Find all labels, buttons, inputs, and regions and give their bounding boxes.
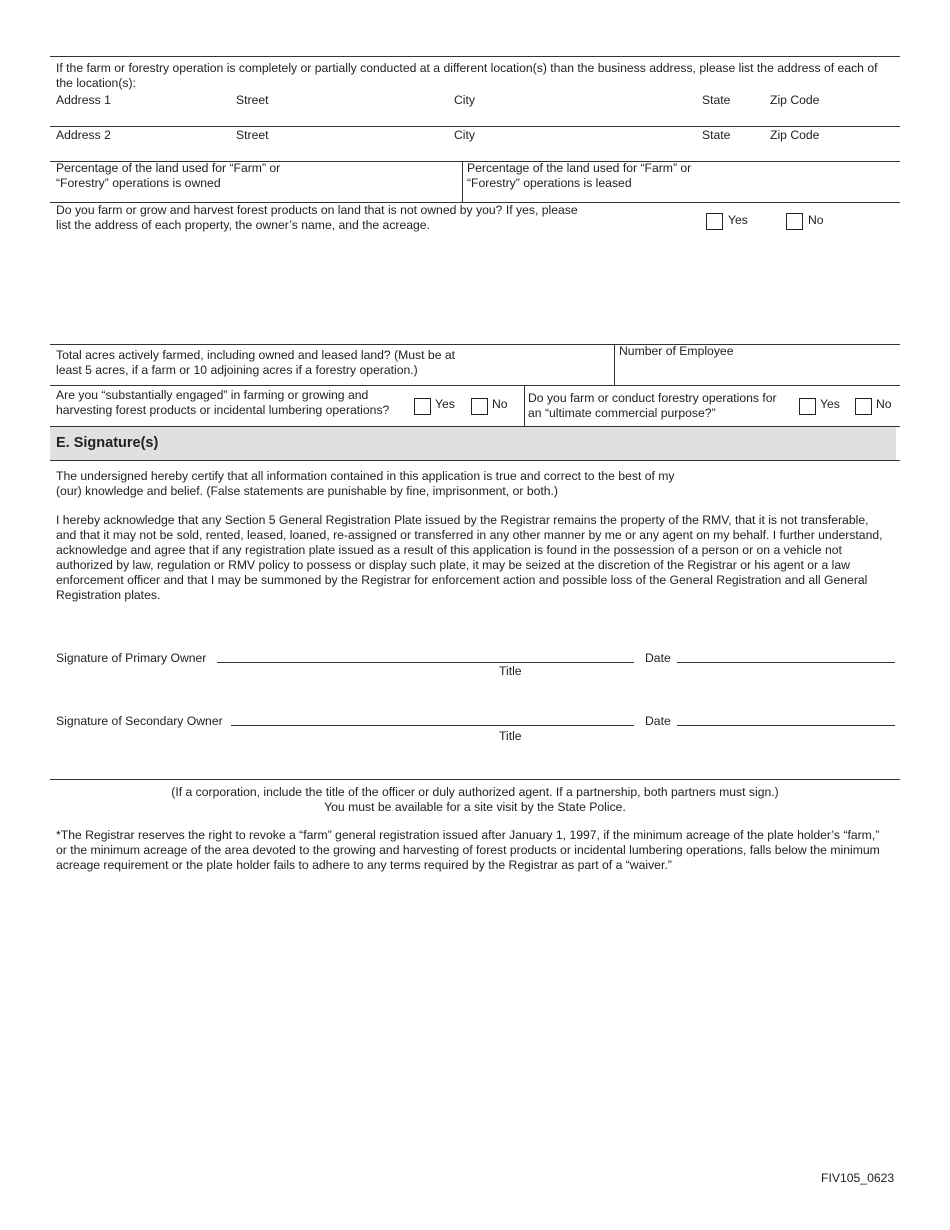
secondary-owner-date-line[interactable] <box>677 725 895 726</box>
address-1-rule <box>50 126 900 127</box>
address-1-state-label: State <box>702 93 731 107</box>
address-2-street-label: Street <box>236 128 269 142</box>
primary-owner-date-label: Date <box>645 651 671 665</box>
not-owned-question-2: list the address of each property, the owner’s name, and the acreage. <box>56 218 430 232</box>
acres-divider <box>614 344 615 385</box>
engaged-question-1: Are you “substantially engaged” in farming or growing and <box>56 388 369 402</box>
acres-top-rule <box>50 344 900 345</box>
commercial-no-label: No <box>876 397 892 411</box>
engaged-no-checkbox[interactable] <box>471 398 488 415</box>
commercial-question-2: an “ultimate commercial purpose?” <box>528 406 716 420</box>
section-header-rule <box>50 460 900 461</box>
secondary-owner-signature-line[interactable] <box>231 725 634 726</box>
not-owned-details-area[interactable] <box>50 236 900 342</box>
registrar-note: *The Registrar reserves the right to revoke a “farm” general registration issued after January 1, 1997, if the minimum acreage of the plate holder’s “farm,” or the minimum acreage of the area devoted to the growing and harvesting of forest products or incidental lumbering operations, falls below the minimum acreage requirement or the plate holder fails to adhere to any terms required by the Registrar as part of a “waiver.” <box>56 828 880 872</box>
not-owned-yes-label: Yes <box>728 213 748 227</box>
address-1-street-label: Street <box>236 93 269 107</box>
address-2-label: Address 2 <box>56 128 111 142</box>
commercial-yes-label: Yes <box>820 397 840 411</box>
owned-percentage-label-2: “Forestry” operations is owned <box>56 176 221 190</box>
address-2-state-label: State <box>702 128 731 142</box>
primary-owner-signature-line[interactable] <box>217 662 634 663</box>
certify-text-2: (our) knowledge and belief. (False statements are punishable by fine, imprisonment, or both.) <box>56 484 558 498</box>
commercial-no-checkbox[interactable] <box>855 398 872 415</box>
number-of-employee-field[interactable]: Number of Employee <box>619 344 734 358</box>
signature-section-header <box>50 427 896 460</box>
address-1-city-label: City <box>454 93 475 107</box>
address-2-city-label: City <box>454 128 475 142</box>
engaged-yes-checkbox[interactable] <box>414 398 431 415</box>
locations-intro: If the farm or forestry operation is completely or partially conducted at a different location(s) than the business address, please list the address of each of the location(s): <box>56 61 878 90</box>
secondary-owner-date-label: Date <box>645 714 671 728</box>
corporation-note: (If a corporation, include the title of the officer or duly authorized agent. If a partnership, both partners must sign.) <box>171 785 779 799</box>
primary-owner-signature-label: Signature of Primary Owner <box>56 651 207 665</box>
engaged-no-label: No <box>492 397 508 411</box>
signature-section-title: E. Signature(s) <box>56 435 159 451</box>
secondary-owner-signature-label: Signature of Secondary Owner <box>56 714 223 728</box>
acknowledge-text: I hereby acknowledge that any Section 5 General Registration Plate issued by the Registrar remains the property of the RMV, that it is not transferable, and that it may not be sold, rented, leased, loaned, re-assigned or transferred in any other manner by me or any agent on my behalf. I further understand, acknowledge and agree that if any registration plate issued as a result of this application is found in the possession of a person or on a vehicle not authorized by law, regulation or RMV policy to possess or display such plate, it may be seized at the discretion of the Registrar or his agent or a law enforcement officer and that I may be summoned by the Registrar for enforcement action and possible loss of the General Registration and all General Registration plates. <box>56 513 883 602</box>
address-1-label: Address 1 <box>56 93 111 107</box>
commercial-yes-checkbox[interactable] <box>799 398 816 415</box>
ownership-divider <box>462 161 463 202</box>
top-rule <box>50 56 900 57</box>
secondary-owner-title-label: Title <box>499 729 522 743</box>
address-1-zip-label: Zip Code <box>770 93 820 107</box>
leased-percentage-label-2: “Forestry” operations is leased <box>467 176 632 190</box>
not-owned-no-checkbox[interactable] <box>786 213 803 230</box>
engaged-question-2: harvesting forest products or incidental lumbering operations? <box>56 403 390 417</box>
engaged-yes-label: Yes <box>435 397 455 411</box>
not-owned-no-label: No <box>808 213 824 227</box>
site-visit-note: You must be available for a site visit by the State Police. <box>324 800 626 814</box>
engaged-divider <box>524 385 525 426</box>
footer-rule <box>50 779 900 780</box>
commercial-question-1: Do you farm or conduct forestry operations for <box>528 391 777 405</box>
total-acres-label-1: Total acres actively farmed, including owned and leased land? (Must be at <box>56 348 456 362</box>
total-acres-label-2: least 5 acres, if a farm or 10 adjoining acres if a forestry operation.) <box>56 363 418 377</box>
primary-owner-title-label: Title <box>499 664 522 678</box>
leased-percentage-label-1: Percentage of the land used for “Farm” or <box>467 161 692 175</box>
owned-percentage-label-1: Percentage of the land used for “Farm” or <box>56 161 281 175</box>
certify-text-1: The undersigned hereby certify that all information contained in this application is true and correct to the best of my <box>56 469 675 483</box>
acres-bottom-rule <box>50 385 900 386</box>
form-id: FIV105_0623 <box>821 1171 895 1185</box>
not-owned-yes-checkbox[interactable] <box>706 213 723 230</box>
not-owned-question-1: Do you farm or grow and harvest forest products on land that is not owned by you? If yes, please <box>56 203 578 217</box>
address-2-zip-label: Zip Code <box>770 128 820 142</box>
primary-owner-date-line[interactable] <box>677 662 895 663</box>
